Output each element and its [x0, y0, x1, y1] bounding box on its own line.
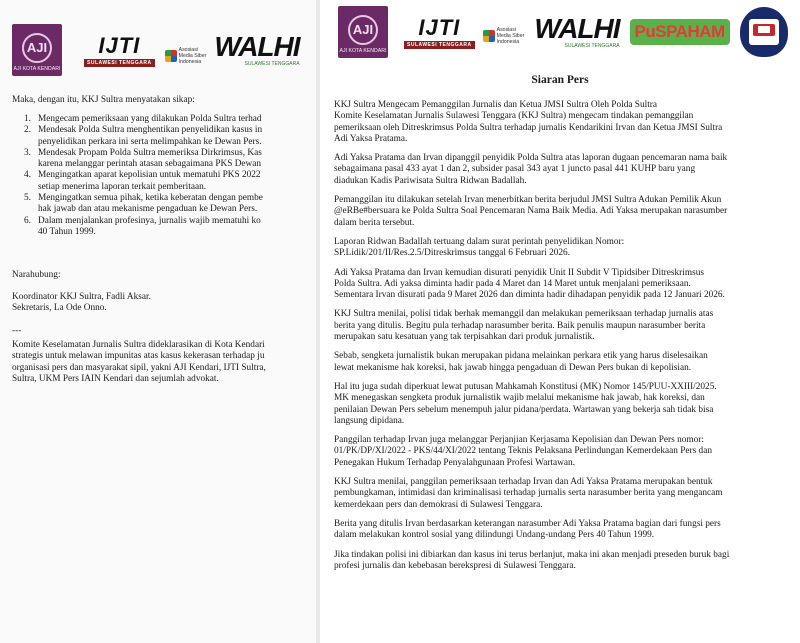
demand-item [24, 125, 314, 148]
aji-logo-text: AJI KOTA KENDARI [13, 65, 61, 72]
demand-num: 3. [24, 147, 31, 158]
puspaham-logo [630, 19, 730, 45]
demand-num: 2. [24, 125, 31, 136]
body-paragraph: Sebab, sengketa jurnalistik bukan merupakan pidana melainkan perkara etik yang harus diselesaikan lewat mekanisme hak koreksi, hak jawab hingga pengaduan di Dewan Pers bukan di kepolisian. [334, 351, 708, 373]
demand-text: Dalam menjalankan profesinya, jurnalis wajib mematuhi ko 40 Tahun 1999. [38, 215, 261, 237]
demand-item [24, 193, 314, 216]
amsi-logo-text: Asosiasi Media Siber Indonesia [496, 27, 525, 45]
demand-text: Mengecam pemeriksaan yang dilakukan Polda Sultra terhad [38, 114, 262, 124]
body-paragraph: KKJ Sultra menilai, panggilan pemeriksaan terhadap Irvan dan Adi Yaksa Pratama merupakan bentuk pembungkaman, intimidasi dan kriminalisasi terhadap jurnalis serta narasumber berita yang mengancam kemerdekaan pers dan demokrasi di Sulawesi Tenggara. [334, 477, 723, 510]
demand-item [24, 170, 314, 193]
body-paragraph: Adi Yaksa Pratama dan Irvan dipanggil penyidik Polda Sultra atas laporan dugaan pencemaran nama baik sebagaimana pasal 433 ayat 1 dan 2, subsider pasal 343 ayat 1 juncto pasal 441 KUHP baru yang diadukan Kadis Pariwisata Sultra Ridwan Badallah. [334, 153, 728, 186]
demand-num: 4. [24, 170, 31, 181]
press-release-body [334, 100, 796, 580]
amsi-mark-icon [165, 50, 177, 62]
ijti-logo-sub: SULAWESI TENGGARA [404, 41, 475, 49]
walhi-logo [534, 15, 619, 49]
ijti-logo [404, 15, 475, 49]
left-document-page [0, 0, 316, 643]
demand-item [24, 114, 314, 125]
demands-list [24, 114, 314, 238]
demand-num: 1. [24, 114, 31, 124]
amsi-logo [165, 47, 207, 65]
aji-kendari-logo [338, 6, 388, 58]
body-paragraph: Pemanggilan itu dilakukan setelah Irvan menerbitkan berita berjudul JMSI Sultra Adukan Pemilik Akun @eRBe#bersuara ke Polda Sultra Soal Pencemaran Nama Baik Media. Adi Yaksa merupakan narasumber dalam berita tersebut. [334, 195, 728, 228]
page-title: Siaran Pers [531, 74, 589, 86]
demand-text: Mendesak Propam Polda Sultra memeriksa Dirkrimsus, Kas karena melanggar perintah atasan sebagaimana PKS Dewan [38, 147, 262, 170]
demand-item [24, 148, 314, 171]
ukm-book-icon [749, 19, 779, 45]
ijti-logo [84, 33, 155, 67]
contact-heading: Narahubung: [12, 270, 61, 280]
demand-num: 5. [24, 193, 31, 204]
amsi-logo-text: Asosiasi Media Siber Indonesia [178, 47, 207, 65]
left-logo-row [12, 24, 316, 76]
body-paragraph: Jika tindakan polisi ini dibiarkan dan kasus ini terus berlanjut, maka ini akan menjadi preseden buruk bagi profesi jurnalis dan kebebasan berekspresi di Sulawesi Tenggara. [334, 549, 730, 571]
left-intro: Maka, dengan itu, KKJ Sultra menyatakan sikap: [12, 95, 195, 105]
demand-item [24, 216, 314, 239]
ijti-logo-sub: SULAWESI TENGGARA [84, 59, 155, 67]
aji-mark-icon: AJI [348, 15, 378, 45]
demand-text: Mengingatkan aparat kepolisian untuk mematuhi PKS 2022 setiap menerima laporan terkait pemberitaan. [38, 170, 261, 192]
demand-num: 6. [24, 215, 31, 226]
walhi-logo-text: WALHI [214, 31, 300, 62]
body-paragraph: Hal itu juga sudah diperkuat lewat putusan Mahkamah Konstitusi (MK) Nomor 145/PUU-XXIII/2025. MK menegaskan sengketa produk jurnalistik wajib melalui mekanisme hak jawab, hak koreksi, dan penilaian Dewan Pers sebelum menempuh jalur pidana/perdata. Wartawan yang bekerja sah tidak bisa langsung dipidana. [334, 381, 717, 426]
ijti-logo-text: IJTI [418, 15, 461, 40]
ijti-logo-text: IJTI [98, 33, 141, 58]
body-paragraph: Adi Yaksa Pratama dan Irvan kemudian disurati penyidik Unit II Subdit V Tipidsiber Ditreskrimsus Polda Sultra. Adi yaksa diminta hadir pada 4 Maret dan 14 Maret untuk menjalani pemeriksaan. Sementara Irvan disurati pada 9 Maret 2026 dan diminta hadir dihadapan penyidik pada 12 Januari 2026. [334, 267, 725, 301]
left-footer: Komite Keselamatan Jurnalis Sultra dideklarasikan di Kota Kendari strategis untuk melawan impunitas atas kasus kekerasan terhadap ju organisasi pers dan masyarakat sipil, yakni AJI Kendari, IJTI Sultra, Sultra, UKM Pers IAIN Kendari dan sejumlah advokat. [12, 340, 266, 384]
body-paragraph: KKJ Sultra Mengecam Pemanggilan Jurnalis dan Ketua JMSI Sultra Oleh Polda Sultra Komite Keselamatan Jurnalis Sulawesi Tenggara (KKJ Sultra) mengecam tindakan pemanggilan pemeriksaan oleh Ditreskrimsus Polda Sultra terhadap jurnalis Kendarikini Irvan dan Ketua JMSI Sultra Adi Yaksa Pratama. [334, 100, 723, 144]
walhi-logo-sub: SULAWESI TENGGARA [564, 43, 620, 49]
right-document-page [320, 0, 800, 643]
body-paragraph: KKJ Sultra menilai, polisi tidak berhak memanggil dan melakukan pemeriksaan terhadap jurnalis atas berita yang ditulis. Begitu pula terhadap narasumber berita. Baik penulis maupun narasumber berita merupakan satu kesatuan yang tak terpisahkan dari produk jurnalistik. [334, 309, 714, 343]
amsi-logo [483, 27, 525, 45]
body-paragraph: Panggilan terhadap Irvan juga melanggar Perjanjian Kerjasama Kepolisian dan Dewan Pers nomor: 01/PK/DP/XI/2022 - PKS/44/XI/2022 tentang Teknis Pelaksana Perlindungan Kemerdekaan Pers dan Penegakan Hukum Terhadap Penyalahgunaan Profesi Wartawan. [334, 435, 712, 468]
aji-mark-icon: AJI [22, 33, 52, 63]
demand-text: Mendesak Polda Sultra menghentikan penyelidikan kasus in penyelidikan perkara ini serta melimpahkan ke Dewan Pers. [38, 125, 263, 147]
body-paragraph: Laporan Ridwan Badallah tertuang dalam surat perintah penyelidikan Nomor: SP.Lidik/201/II/Res.2.5/Ditreskrimsus tanggal 6 Februari 2026. [334, 236, 625, 259]
puspaham-logo-text: PuSPAHAM [634, 22, 725, 41]
aji-kendari-logo [12, 24, 62, 76]
aji-logo-text: AJI KOTA KENDARI [339, 47, 387, 54]
ukm-pers-logo [740, 7, 788, 57]
amsi-mark-icon [483, 30, 495, 42]
walhi-logo-sub: SULAWESI TENGGARA [244, 61, 300, 67]
demand-text: Mengingatkan semua pihak, ketika keberatan dengan pembe hak jawab dan atau mekanisme pengaduan ke Dewan Pers. [38, 193, 263, 215]
contact-lines: Koordinator KKJ Sultra, Fadli Aksar. Sekretaris, La Ode Onno. [12, 292, 151, 314]
separator-text: --- [12, 326, 22, 336]
right-logo-row [338, 6, 800, 58]
walhi-logo-text: WALHI [534, 13, 620, 44]
walhi-logo [214, 33, 299, 67]
body-paragraph: Berita yang ditulis Irvan berdasarkan keterangan narasumber Adi Yaksa Pratama bagian dari fungsi pers dalam melakukan kontrol sosial yang dilindungi Undang-undang Pers 40 Tahun 1999. [334, 518, 721, 541]
